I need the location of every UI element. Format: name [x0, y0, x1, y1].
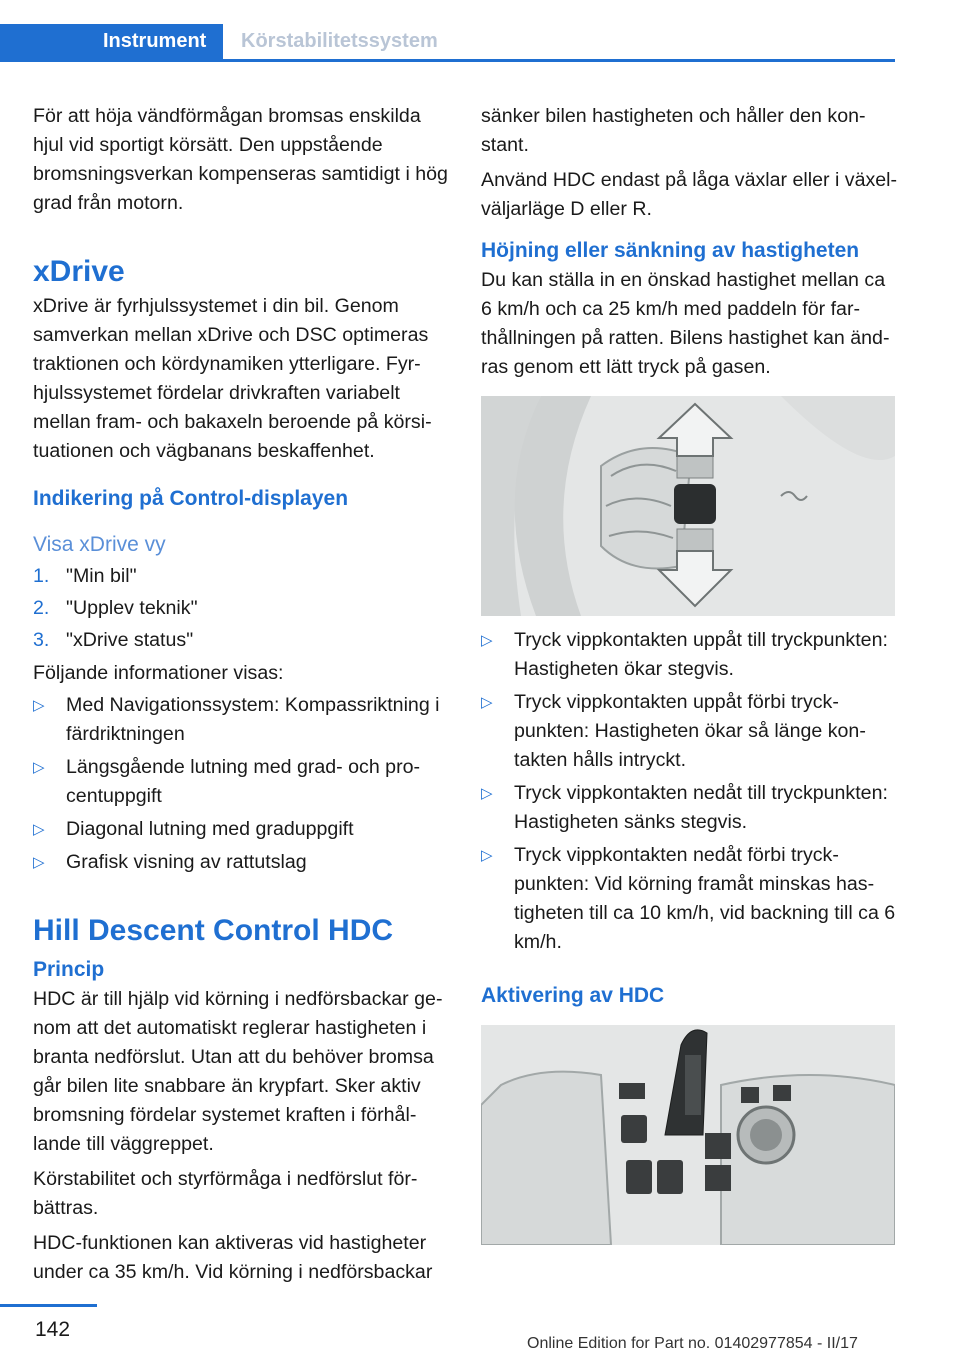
page-header: [0, 24, 895, 62]
list-item: [481, 779, 899, 837]
center-console-image: [481, 1025, 895, 1245]
speed-paragraph: Du kan ställa in en önskad hastighet mellan ca 6 km/h och ca 25 km/h med paddeln för farthållningen på ratten. Bilens hastighet kan ändras genom ett lätt tryck på gasen.: [481, 269, 890, 378]
step-number: 2.: [33, 597, 50, 619]
step-text: "Min bil": [66, 565, 137, 587]
info-list: [33, 691, 449, 877]
intro-paragraph: För att höja vändförmågan bromsas enskilda hjul vid sportigt körsätt. Den uppstående bromsningsverkan kompenseras samtidigt i hög grad från motorn.: [33, 105, 448, 214]
list-item-text: Med Navigationssystem: Kompassriktning i färdriktningen: [66, 694, 440, 745]
principle-paragraph-1: HDC är till hjälp vid körning i nedförsbackar genom att det automatiskt reglerar hastigheten i branta nedförslut. Utan att du behöver bromsa går bilen lite snabbare än krypfart. Sker aktiv bromsning fördelar systemet kraften i förhållande till väggreppet.: [33, 988, 443, 1155]
step-number: 1.: [33, 565, 50, 587]
speed-heading: Höjning eller sänkning av hastigheten: [481, 239, 860, 262]
activation-heading: Aktivering av HDC: [481, 984, 665, 1007]
page-number: 142: [35, 1318, 71, 1341]
list-item: [481, 626, 899, 684]
step-item: [33, 594, 449, 623]
list-item-text: Tryck vippkontakten uppåt till tryckpunkten: Hastigheten ökar stegvis.: [514, 629, 888, 680]
indication-heading: Indikering på Control-displayen: [33, 487, 349, 510]
steering-wheel-illustration: [481, 396, 895, 616]
triangle-right-icon: ▷: [33, 854, 45, 871]
step-item: [33, 562, 449, 591]
list-item-text: Tryck vippkontakten nedåt till tryckpunkten: Hastigheten sänks stegvis.: [514, 782, 888, 833]
header-divider: [223, 59, 895, 62]
step-text: "xDrive status": [66, 629, 194, 651]
list-item: [481, 688, 899, 775]
list-item: [33, 691, 449, 749]
list-item: [33, 815, 449, 844]
step-text: "Upplev teknik": [66, 597, 198, 619]
list-item: [33, 753, 449, 811]
left-column: [33, 102, 449, 1293]
step-number: 3.: [33, 629, 50, 651]
info-label: Följande informationer visas:: [33, 662, 284, 684]
xdrive-heading: xDrive: [33, 255, 125, 288]
tab-instrument[interactable]: Instrument: [0, 24, 223, 62]
list-item-text: Tryck vippkontakten nedåt förbi tryckpunkten: Vid körning framåt minskas hastigheten till ca 10 km/h, vid backning till ca 6 km/h.: [514, 844, 896, 953]
right-column: [481, 102, 899, 1245]
steps-list: [33, 562, 449, 655]
triangle-right-icon: ▷: [33, 759, 45, 776]
steering-wheel-image: [481, 396, 895, 616]
center-console-illustration: [481, 1025, 895, 1245]
hdc-heading: Hill Descent Control HDC: [33, 914, 394, 947]
list-item-text: Tryck vippkontakten uppåt förbi tryckpunkten: Hastigheten ökar så länge kontakten hålls intryckt.: [514, 691, 866, 771]
triangle-right-icon: ▷: [481, 847, 493, 864]
edition-info: Online Edition for Part no. 01402977854 - II/17: [527, 1335, 858, 1352]
triangle-right-icon: ▷: [33, 697, 45, 714]
principle-heading: Princip: [33, 958, 105, 981]
usage-paragraph: Använd HDC endast på låga växlar eller i växelväljarläge D eller R.: [481, 169, 898, 220]
triangle-right-icon: ▷: [481, 694, 493, 711]
principle-paragraph-3: HDC-funktionen kan aktiveras vid hastigheter under ca 35 km/h. Vid körning i nedförsbackar: [33, 1232, 433, 1283]
view-heading: Visa xDrive vy: [33, 533, 166, 556]
list-item: [481, 841, 899, 957]
triangle-right-icon: ▷: [33, 821, 45, 838]
principle-paragraph-2: Körstabilitet och styrförmåga i nedförslut förbättras.: [33, 1168, 418, 1219]
footer-divider: [0, 1304, 97, 1307]
list-item-text: Längsgående lutning med grad- och procentuppgift: [66, 756, 421, 807]
speed-list: [481, 626, 899, 957]
triangle-right-icon: ▷: [481, 632, 493, 649]
list-item-text: Diagonal lutning med graduppgift: [66, 818, 354, 840]
triangle-right-icon: ▷: [481, 785, 493, 802]
xdrive-paragraph: xDrive är fyrhjulssystemet i din bil. Genom samverkan mellan xDrive och DSC optimeras traktionen och kördynamiken ytterligare. Fyrhjulssystemet fördelar drivkraften variabelt mellan fram- och bakaxeln beroende på körsituationen och vägbanans beskaffenhet.: [33, 295, 432, 462]
step-item: [33, 626, 449, 655]
tab-korstabilitetssystem[interactable]: Körstabilitetssystem: [241, 30, 438, 52]
list-item-text: Grafisk visning av rattutslag: [66, 851, 307, 873]
continued-paragraph: sänker bilen hastigheten och håller den konstant.: [481, 105, 866, 156]
list-item: [33, 848, 449, 877]
